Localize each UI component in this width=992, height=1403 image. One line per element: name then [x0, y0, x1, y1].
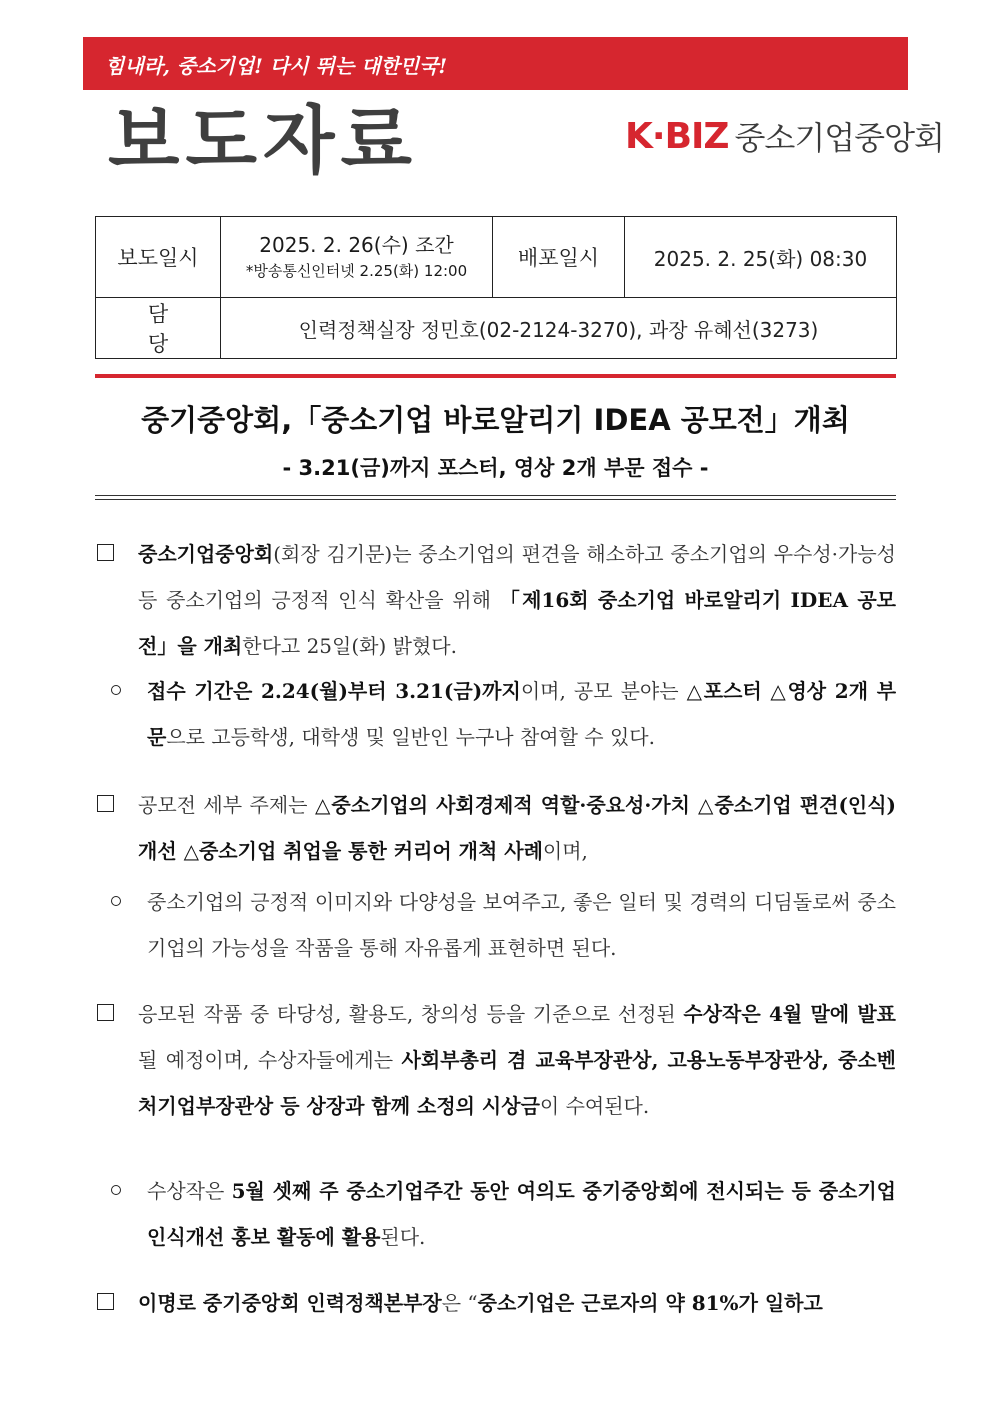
subheadline: - 3.21(금)까지 포스터, 영상 2개 부문 접수 -: [282, 456, 709, 480]
p3-end: 이 수여된다.: [539, 1094, 650, 1118]
s1-end: 으로 고등학생, 대학생 및 일반인 누구나 참여할 수 있다.: [166, 725, 655, 749]
contact-value: 인력정책실장 정민호(02-2124-3270), 과장 유혜선(3273): [221, 298, 897, 359]
title-divider: [95, 374, 896, 378]
headline: 중기중앙회,「중소기업 바로알리기 IDEA 공모전」개최: [141, 403, 850, 437]
speaker-name: 이명로 중기중앙회 인력정책본부장: [138, 1291, 442, 1315]
release-date-label: 보도일시: [96, 217, 221, 298]
s1-text: 이며, 공모 분야는: [520, 679, 679, 703]
award-list: 사회부총리 겸 교육부장관상, 고용노동부장관상, 중소벤처기업부장관상 등 상장과 함께 소정의 시상금: [138, 1048, 896, 1118]
distribution-date-label: 배포일시: [493, 217, 625, 298]
release-date-cell: [221, 217, 493, 298]
release-info-table: [95, 216, 897, 359]
org-name: 중소기업중앙회: [138, 542, 274, 566]
p1-end: 한다고 25일(화) 밝혔다.: [242, 634, 457, 658]
square-bullet-icon: [97, 544, 114, 561]
body-paragraph-4: [95, 1280, 896, 1326]
circle-bullet-icon: [111, 896, 121, 906]
body-sub-2: [95, 879, 896, 971]
body-paragraph-1: [95, 531, 896, 669]
square-bullet-icon: [97, 795, 114, 812]
exhibition-plan: 5월 셋째 주 중소기업주간 동안 여의도 중기중앙회에 전시되는 등 중소기업 인식개선 홍보 활동에 활용: [147, 1179, 896, 1249]
p1-text: (회장 김기문)는 중소기업의 편견을 해소하고 중소기업의 우수성·가능성 등 중소기업의 긍정적 인식 확산을 위해: [138, 542, 896, 612]
slogan-banner: [83, 37, 908, 90]
application-period: 접수 기간은 2.24(월)부터 3.21(금)까지: [147, 679, 521, 703]
broadcast-release-note: *방송통신인터넷 2.25(화) 12:00: [245, 262, 468, 280]
s3-end: 된다.: [380, 1225, 426, 1249]
logo-name: 중소기업중앙회: [734, 119, 944, 157]
p3-mid: 될 예정이며, 수상자들에게는: [138, 1048, 394, 1072]
contest-categories: △포스터 △영상 2개 부문: [147, 679, 897, 749]
contact-label: 담 당: [96, 298, 221, 359]
logo-mark: K·BIZ: [625, 115, 729, 157]
body-sub-3: [95, 1168, 896, 1260]
press-release-title: 보도자료: [108, 98, 418, 184]
body-paragraph-2: [95, 782, 896, 874]
p4-text: 은 “: [441, 1291, 478, 1315]
kbiz-logo: [625, 116, 944, 156]
contest-themes: △중소기업의 사회경제적 역할·중요성·가치 △중소기업 편견(인식) 개선 △중소기업 취업을 통한 커리어 개척 사례: [138, 793, 897, 863]
header-double-rule: [95, 495, 896, 500]
distribution-date-value: 2025. 2. 25(화) 08:30: [625, 217, 897, 298]
square-bullet-icon: [97, 1004, 114, 1021]
award-announcement: 수상작은 4월 말에 발표: [683, 1002, 896, 1026]
p3-text: 응모된 작품 중 타당성, 활용도, 창의성 등을 기준으로 선정된: [138, 1002, 676, 1026]
body-sub-1: [95, 668, 896, 760]
circle-bullet-icon: [111, 685, 121, 695]
banner-slogan: 힘내라, 중소기업! 다시 뛰는 대한민국!: [105, 54, 448, 78]
square-bullet-icon: [97, 1293, 114, 1310]
p2-text: 공모전 세부 주제는: [138, 793, 308, 817]
circle-bullet-icon: [111, 1185, 121, 1195]
contest-name: 「제16회 중소기업 바로알리기 IDEA 공모전」을 개최: [138, 588, 896, 658]
release-date-value: 2025. 2. 26(수) 조간: [259, 233, 454, 257]
quote-start: 중소기업은 근로자의 약 81%가 일하고: [477, 1291, 823, 1315]
p2-end: 이며,: [542, 839, 588, 863]
body-paragraph-3: [95, 991, 896, 1129]
s3-text: 수상작은: [147, 1179, 225, 1203]
s2-text: 중소기업의 긍정적 이미지와 다양성을 보여주고, 좋은 일터 및 경력의 디딤돌로써 중소기업의 가능성을 작품을 통해 자유롭게 표현하면 된다.: [147, 890, 896, 960]
